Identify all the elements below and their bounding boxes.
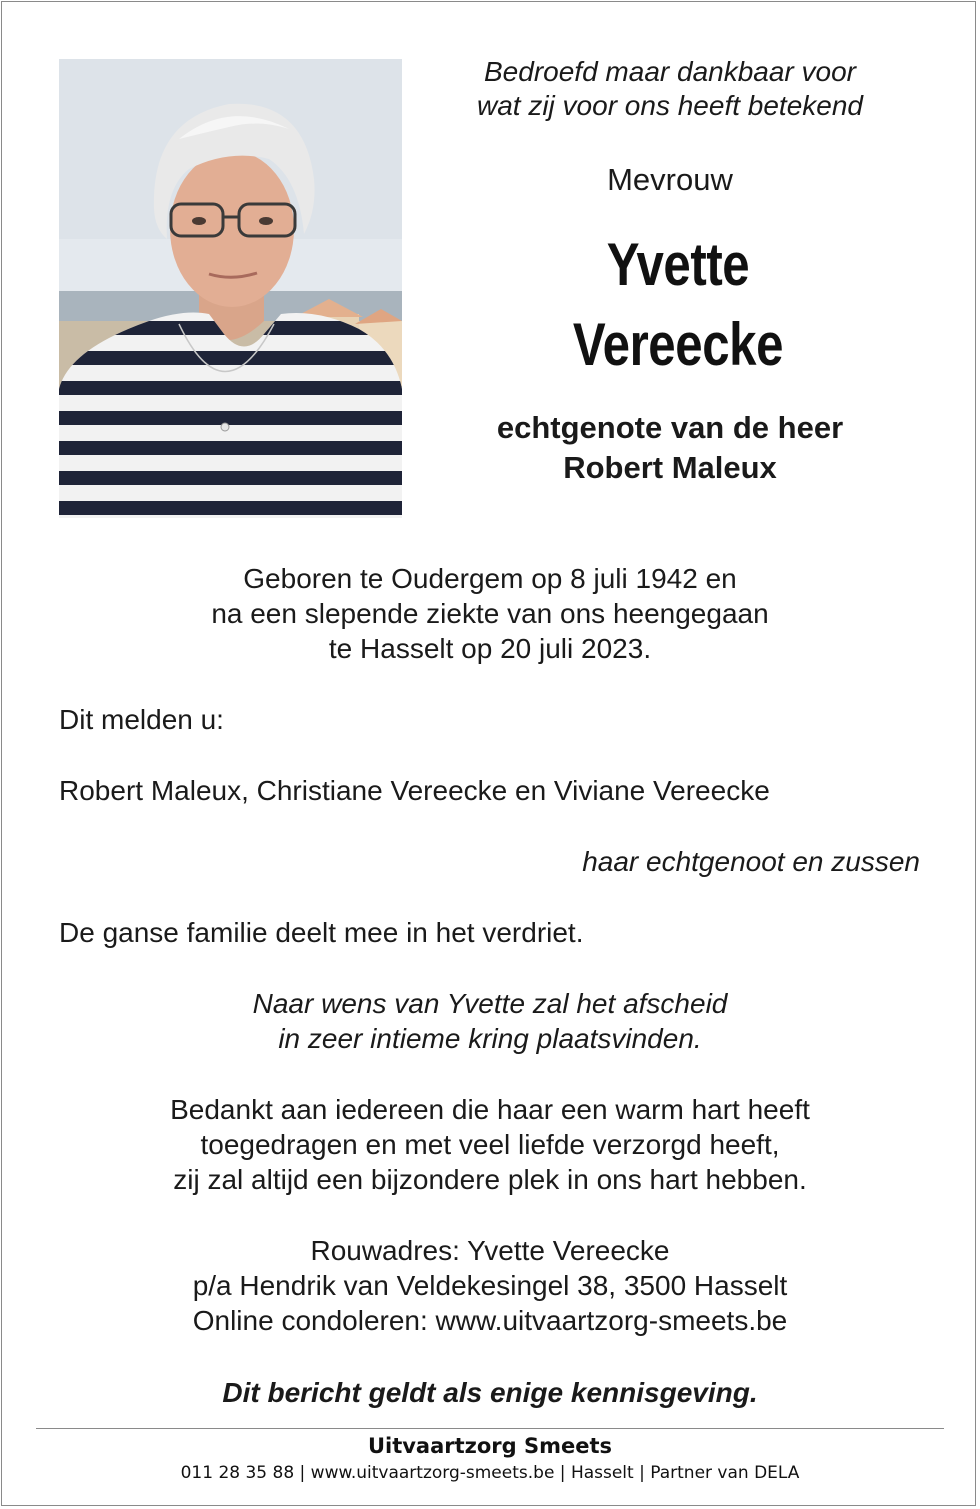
- family-names: Robert Maleux, Christiane Vereecke en Viviane Vereecke: [59, 775, 770, 806]
- thanks-line-2: toegedragen en met veel liefde verzorgd heeft,: [200, 1129, 780, 1160]
- address-line-2: p/a Hendrik van Veldekesingel 38, 3500 Hasselt: [192, 1270, 788, 1301]
- extended-family: De ganse familie deelt mee in het verdriet.: [59, 917, 584, 948]
- footer-divider: [36, 1428, 944, 1429]
- notice-text: Dit bericht geldt als enige kennisgeving.: [222, 1377, 758, 1408]
- birth-line-1: Geboren te Oudergem op 8 juli 1942 en: [243, 563, 737, 594]
- address-line-3: Online condoleren: www.uitvaartzorg-smeets.be: [192, 1305, 788, 1336]
- thanks-line-1: Bedankt aan iedereen die haar een warm hart heeft: [170, 1094, 810, 1125]
- footer-company: Uitvaartzorg Smeets: [367, 1434, 613, 1458]
- farewell-line-1: Naar wens van Yvette zal het afscheid: [252, 988, 728, 1019]
- relation-line-1: echtgenote van de heer: [496, 410, 844, 445]
- title-mevrouw: Mevrouw: [607, 162, 733, 197]
- first-name: Yvette: [606, 231, 750, 298]
- family-relation: haar echtgenoot en zussen: [582, 846, 920, 877]
- birth-line-2: na een slepende ziekte van ons heengegaan: [211, 598, 769, 629]
- last-name: Vereecke: [572, 311, 784, 378]
- intro-line-2: wat zij voor ons heeft betekend: [476, 90, 863, 121]
- farewell-line-2: in zeer intieme kring plaatsvinden.: [278, 1023, 702, 1054]
- portrait-photo: [59, 59, 402, 518]
- relation-line-2: Robert Maleux: [563, 450, 777, 485]
- footer-info: 011 28 35 88 | www.uitvaartzorg-smeets.be | Hasselt | Partner van DELA: [180, 1463, 800, 1483]
- intro-line-1: Bedroefd maar dankbaar voor: [484, 56, 856, 87]
- announce-text: Dit melden u:: [59, 704, 224, 735]
- address-line-1: Rouwadres: Yvette Vereecke: [310, 1235, 670, 1266]
- thanks-line-3: zij zal altijd een bijzondere plek in ons hart hebben.: [173, 1164, 807, 1195]
- birth-line-3: te Hasselt op 20 juli 2023.: [328, 633, 652, 664]
